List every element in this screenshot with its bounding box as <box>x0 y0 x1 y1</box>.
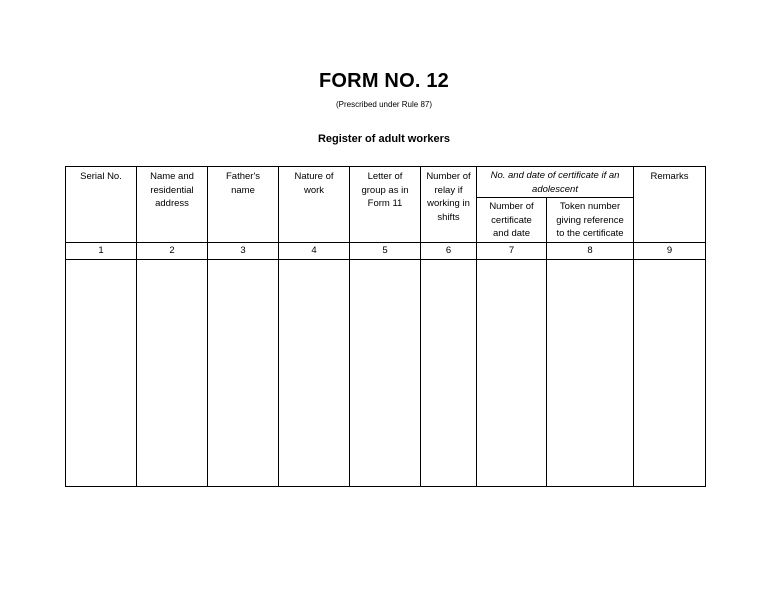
header-relay-number: Number of relay if working in shifts <box>421 167 477 243</box>
entry-cell-name <box>137 260 208 487</box>
column-number: 9 <box>634 243 706 260</box>
header-serial-no: Serial No. <box>66 167 137 243</box>
column-number: 7 <box>477 243 547 260</box>
entry-cell-father <box>208 260 279 487</box>
entry-cell-relay <box>421 260 477 487</box>
header-remarks: Remarks <box>634 167 706 243</box>
header-letter-of-group: Letter of group as in Form 11 <box>350 167 421 243</box>
header-nature-of-work: Nature of work <box>279 167 350 243</box>
entry-cell-serial <box>66 260 137 487</box>
column-number: 6 <box>421 243 477 260</box>
register-table <box>65 166 706 487</box>
header-certificate-number: Number of certificate and date <box>477 198 547 243</box>
entry-cell-letter <box>350 260 421 487</box>
form-subtitle: (Prescribed under Rule 87) <box>335 100 433 109</box>
header-fathers-name: Father's name <box>208 167 279 243</box>
entry-cell-certificate <box>477 260 547 487</box>
column-number: 3 <box>208 243 279 260</box>
entry-cell-nature <box>279 260 350 487</box>
form-title: FORM NO. 12 <box>319 70 449 92</box>
entry-cell-remarks <box>634 260 706 487</box>
column-number: 4 <box>279 243 350 260</box>
header-certificate-group: No. and date of certificate if an adolescent <box>477 167 634 198</box>
column-number: 1 <box>66 243 137 260</box>
register-title: Register of adult workers <box>317 133 451 145</box>
header-token-number: Token number giving reference to the certificate <box>547 198 634 243</box>
header-name-address: Name and residential address <box>137 167 208 243</box>
column-number: 5 <box>350 243 421 260</box>
column-number: 8 <box>547 243 634 260</box>
entry-cell-token <box>547 260 634 487</box>
column-number: 2 <box>137 243 208 260</box>
